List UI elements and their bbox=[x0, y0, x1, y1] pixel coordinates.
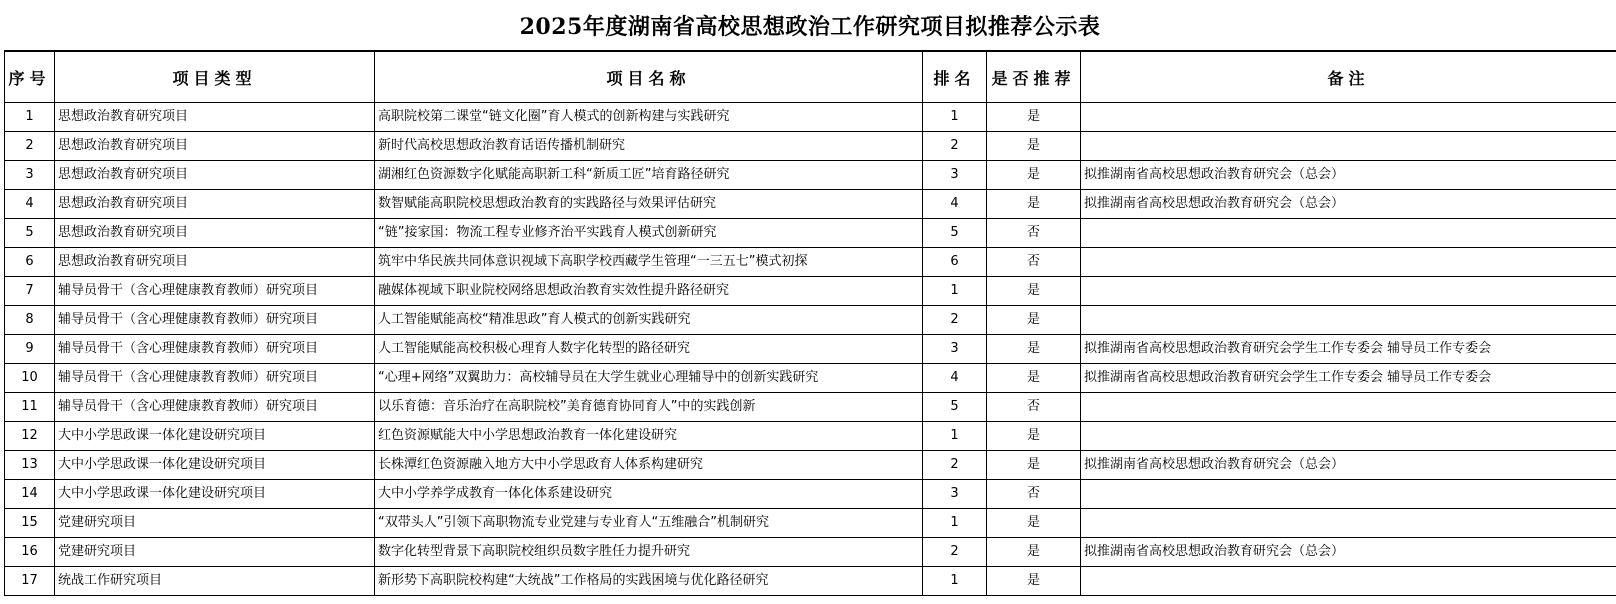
cell-project-name[interactable]: 数字化转型背景下高职院校组织员数字胜任力提升研究 bbox=[375, 538, 923, 567]
table-row bbox=[5, 567, 1616, 596]
cell-remarks[interactable] bbox=[1081, 480, 1616, 509]
cell-project-type[interactable]: 党建研究项目 bbox=[55, 538, 375, 567]
cell-project-type[interactable]: 思想政治教育研究项目 bbox=[55, 190, 375, 219]
cell-project-name[interactable]: “链”接家国：物流工程专业修齐治平实践育人模式创新研究 bbox=[375, 219, 923, 248]
cell-project-type[interactable]: 思想政治教育研究项目 bbox=[55, 219, 375, 248]
cell-recommended[interactable]: 否 bbox=[987, 480, 1081, 509]
cell-project-type[interactable]: 辅导员骨干（含心理健康教育教师）研究项目 bbox=[55, 393, 375, 422]
cell-rank[interactable]: 1 bbox=[923, 103, 987, 132]
cell-index[interactable]: 2 bbox=[5, 132, 55, 161]
table-row bbox=[5, 538, 1616, 567]
cell-remarks[interactable] bbox=[1081, 132, 1616, 161]
cell-index[interactable]: 10 bbox=[5, 364, 55, 393]
header-remarks: 备注 bbox=[1081, 52, 1616, 103]
cell-recommended[interactable]: 是 bbox=[987, 509, 1081, 538]
cell-project-name[interactable]: 新形势下高职院校构建“大统战”工作格局的实践困境与优化路径研究 bbox=[375, 567, 923, 596]
cell-project-type[interactable]: 辅导员骨干（含心理健康教育教师）研究项目 bbox=[55, 306, 375, 335]
cell-index[interactable]: 15 bbox=[5, 509, 55, 538]
cell-index[interactable]: 13 bbox=[5, 451, 55, 480]
cell-rank[interactable]: 3 bbox=[923, 480, 987, 509]
table-row bbox=[5, 277, 1616, 306]
table-row bbox=[5, 509, 1616, 538]
cell-project-name[interactable]: 人工智能赋能高校“精准思政”育人模式的创新实践研究 bbox=[375, 306, 923, 335]
cell-project-name[interactable]: 高职院校第二课堂“链文化圈”育人模式的创新构建与实践研究 bbox=[375, 103, 923, 132]
cell-index[interactable]: 7 bbox=[5, 277, 55, 306]
cell-index[interactable]: 14 bbox=[5, 480, 55, 509]
cell-rank[interactable]: 2 bbox=[923, 451, 987, 480]
cell-project-type[interactable]: 大中小学思政课一体化建设研究项目 bbox=[55, 451, 375, 480]
cell-recommended[interactable]: 否 bbox=[987, 248, 1081, 277]
cell-remarks[interactable]: 拟推湖南省高校思想政治教育研究会（总会） bbox=[1081, 190, 1616, 219]
cell-project-type[interactable]: 党建研究项目 bbox=[55, 509, 375, 538]
title-row bbox=[4, 0, 1616, 51]
header-recommended: 是否推荐 bbox=[987, 52, 1081, 103]
cell-rank[interactable]: 1 bbox=[923, 567, 987, 596]
cell-index[interactable]: 3 bbox=[5, 161, 55, 190]
cell-rank[interactable]: 2 bbox=[923, 306, 987, 335]
page-title: 2025年度湖南省高校思想政治工作研究项目拟推荐公示表 bbox=[519, 13, 1101, 40]
header-project-name: 项目名称 bbox=[375, 52, 923, 103]
cell-recommended[interactable]: 是 bbox=[987, 422, 1081, 451]
cell-project-name[interactable]: 大中小学养学成教育一体化体系建设研究 bbox=[375, 480, 923, 509]
cell-rank[interactable]: 1 bbox=[923, 422, 987, 451]
cell-rank[interactable]: 2 bbox=[923, 538, 987, 567]
table-row bbox=[5, 132, 1616, 161]
cell-project-name[interactable]: 融媒体视域下职业院校网络思想政治教育实效性提升路径研究 bbox=[375, 277, 923, 306]
cell-recommended[interactable]: 否 bbox=[987, 219, 1081, 248]
cell-remarks[interactable] bbox=[1081, 306, 1616, 335]
table-row bbox=[5, 161, 1616, 190]
cell-recommended[interactable]: 是 bbox=[987, 161, 1081, 190]
cell-project-name[interactable]: 以乐育德：音乐治疗在高职院校”美育德育协同育人”中的实践创新 bbox=[375, 393, 923, 422]
cell-remarks[interactable] bbox=[1081, 393, 1616, 422]
table-body bbox=[5, 103, 1616, 596]
cell-project-name[interactable]: 新时代高校思想政治教育话语传播机制研究 bbox=[375, 132, 923, 161]
header-rank: 排名 bbox=[923, 52, 987, 103]
cell-project-type[interactable]: 辅导员骨干（含心理健康教育教师）研究项目 bbox=[55, 364, 375, 393]
table-row bbox=[5, 422, 1616, 451]
cell-rank[interactable]: 5 bbox=[923, 219, 987, 248]
cell-project-name[interactable]: 长株潭红色资源融入地方大中小学思政育人体系构建研究 bbox=[375, 451, 923, 480]
cell-project-type[interactable]: 思想政治教育研究项目 bbox=[55, 248, 375, 277]
cell-remarks[interactable] bbox=[1081, 567, 1616, 596]
header-index: 序号 bbox=[5, 52, 55, 103]
cell-project-type[interactable]: 大中小学思政课一体化建设研究项目 bbox=[55, 480, 375, 509]
cell-recommended[interactable]: 是 bbox=[987, 538, 1081, 567]
cell-project-type[interactable]: 辅导员骨干（含心理健康教育教师）研究项目 bbox=[55, 335, 375, 364]
table-row bbox=[5, 480, 1616, 509]
cell-recommended[interactable]: 是 bbox=[987, 103, 1081, 132]
cell-recommended[interactable]: 是 bbox=[987, 567, 1081, 596]
cell-remarks[interactable] bbox=[1081, 248, 1616, 277]
cell-remarks[interactable]: 拟推湖南省高校思想政治教育研究会（总会） bbox=[1081, 451, 1616, 480]
cell-remarks[interactable] bbox=[1081, 219, 1616, 248]
cell-index[interactable]: 12 bbox=[5, 422, 55, 451]
cell-rank[interactable]: 4 bbox=[923, 364, 987, 393]
cell-recommended[interactable]: 是 bbox=[987, 306, 1081, 335]
cell-recommended[interactable]: 是 bbox=[987, 277, 1081, 306]
cell-remarks[interactable] bbox=[1081, 103, 1616, 132]
recommendation-table bbox=[4, 51, 1616, 596]
spreadsheet-sheet bbox=[4, 0, 1616, 596]
cell-index[interactable]: 6 bbox=[5, 248, 55, 277]
cell-project-name[interactable]: 湖湘红色资源数字化赋能高职新工科“新质工匠”培育路径研究 bbox=[375, 161, 923, 190]
cell-index[interactable]: 9 bbox=[5, 335, 55, 364]
cell-remarks[interactable]: 拟推湖南省高校思想政治教育研究会学生工作专委会 辅导员工作专委会 bbox=[1081, 335, 1616, 364]
cell-remarks[interactable]: 拟推湖南省高校思想政治教育研究会（总会） bbox=[1081, 538, 1616, 567]
table-row bbox=[5, 103, 1616, 132]
cell-project-type[interactable]: 思想政治教育研究项目 bbox=[55, 132, 375, 161]
cell-project-type[interactable]: 辅导员骨干（含心理健康教育教师）研究项目 bbox=[55, 277, 375, 306]
cell-index[interactable]: 5 bbox=[5, 219, 55, 248]
table-row bbox=[5, 190, 1616, 219]
table-row bbox=[5, 335, 1616, 364]
cell-project-type[interactable]: 思想政治教育研究项目 bbox=[55, 161, 375, 190]
table-row bbox=[5, 364, 1616, 393]
cell-index[interactable]: 17 bbox=[5, 567, 55, 596]
table-row bbox=[5, 393, 1616, 422]
header-project-type: 项目类型 bbox=[55, 52, 375, 103]
cell-project-type[interactable]: 思想政治教育研究项目 bbox=[55, 103, 375, 132]
cell-rank[interactable]: 1 bbox=[923, 509, 987, 538]
cell-recommended[interactable]: 否 bbox=[987, 393, 1081, 422]
cell-rank[interactable]: 2 bbox=[923, 132, 987, 161]
cell-rank[interactable]: 3 bbox=[923, 161, 987, 190]
cell-index[interactable]: 16 bbox=[5, 538, 55, 567]
cell-project-name[interactable]: 筑牢中华民族共同体意识视域下高职学校西藏学生管理“一三五七”模式初探 bbox=[375, 248, 923, 277]
cell-index[interactable]: 8 bbox=[5, 306, 55, 335]
table-row bbox=[5, 248, 1616, 277]
cell-recommended[interactable]: 是 bbox=[987, 451, 1081, 480]
cell-recommended[interactable]: 是 bbox=[987, 364, 1081, 393]
cell-project-type[interactable]: 大中小学思政课一体化建设研究项目 bbox=[55, 422, 375, 451]
cell-recommended[interactable]: 是 bbox=[987, 335, 1081, 364]
cell-project-name[interactable]: 红色资源赋能大中小学思想政治教育一体化建设研究 bbox=[375, 422, 923, 451]
cell-remarks[interactable] bbox=[1081, 277, 1616, 306]
cell-project-name[interactable]: 人工智能赋能高校积极心理育人数字化转型的路径研究 bbox=[375, 335, 923, 364]
cell-index[interactable]: 11 bbox=[5, 393, 55, 422]
header-row bbox=[5, 52, 1616, 103]
cell-remarks[interactable]: 拟推湖南省高校思想政治教育研究会学生工作专委会 辅导员工作专委会 bbox=[1081, 364, 1616, 393]
cell-project-type[interactable]: 统战工作研究项目 bbox=[55, 567, 375, 596]
table-row bbox=[5, 219, 1616, 248]
cell-rank[interactable]: 6 bbox=[923, 248, 987, 277]
cell-recommended[interactable]: 是 bbox=[987, 190, 1081, 219]
cell-project-name[interactable]: “心理+网络”双翼助力：高校辅导员在大学生就业心理辅导中的创新实践研究 bbox=[375, 364, 923, 393]
table-row bbox=[5, 306, 1616, 335]
cell-index[interactable]: 1 bbox=[5, 103, 55, 132]
cell-rank[interactable]: 3 bbox=[923, 335, 987, 364]
table-row bbox=[5, 451, 1616, 480]
cell-project-name[interactable]: 数智赋能高职院校思想政治教育的实践路径与效果评估研究 bbox=[375, 190, 923, 219]
cell-remarks[interactable] bbox=[1081, 422, 1616, 451]
cell-remarks[interactable] bbox=[1081, 509, 1616, 538]
cell-rank[interactable]: 5 bbox=[923, 393, 987, 422]
cell-rank[interactable]: 1 bbox=[923, 277, 987, 306]
cell-remarks[interactable]: 拟推湖南省高校思想政治教育研究会（总会） bbox=[1081, 161, 1616, 190]
cell-index[interactable]: 4 bbox=[5, 190, 55, 219]
cell-recommended[interactable]: 是 bbox=[987, 132, 1081, 161]
cell-project-name[interactable]: “双带头人”引领下高职物流专业党建与专业育人“五维融合”机制研究 bbox=[375, 509, 923, 538]
cell-rank[interactable]: 4 bbox=[923, 190, 987, 219]
